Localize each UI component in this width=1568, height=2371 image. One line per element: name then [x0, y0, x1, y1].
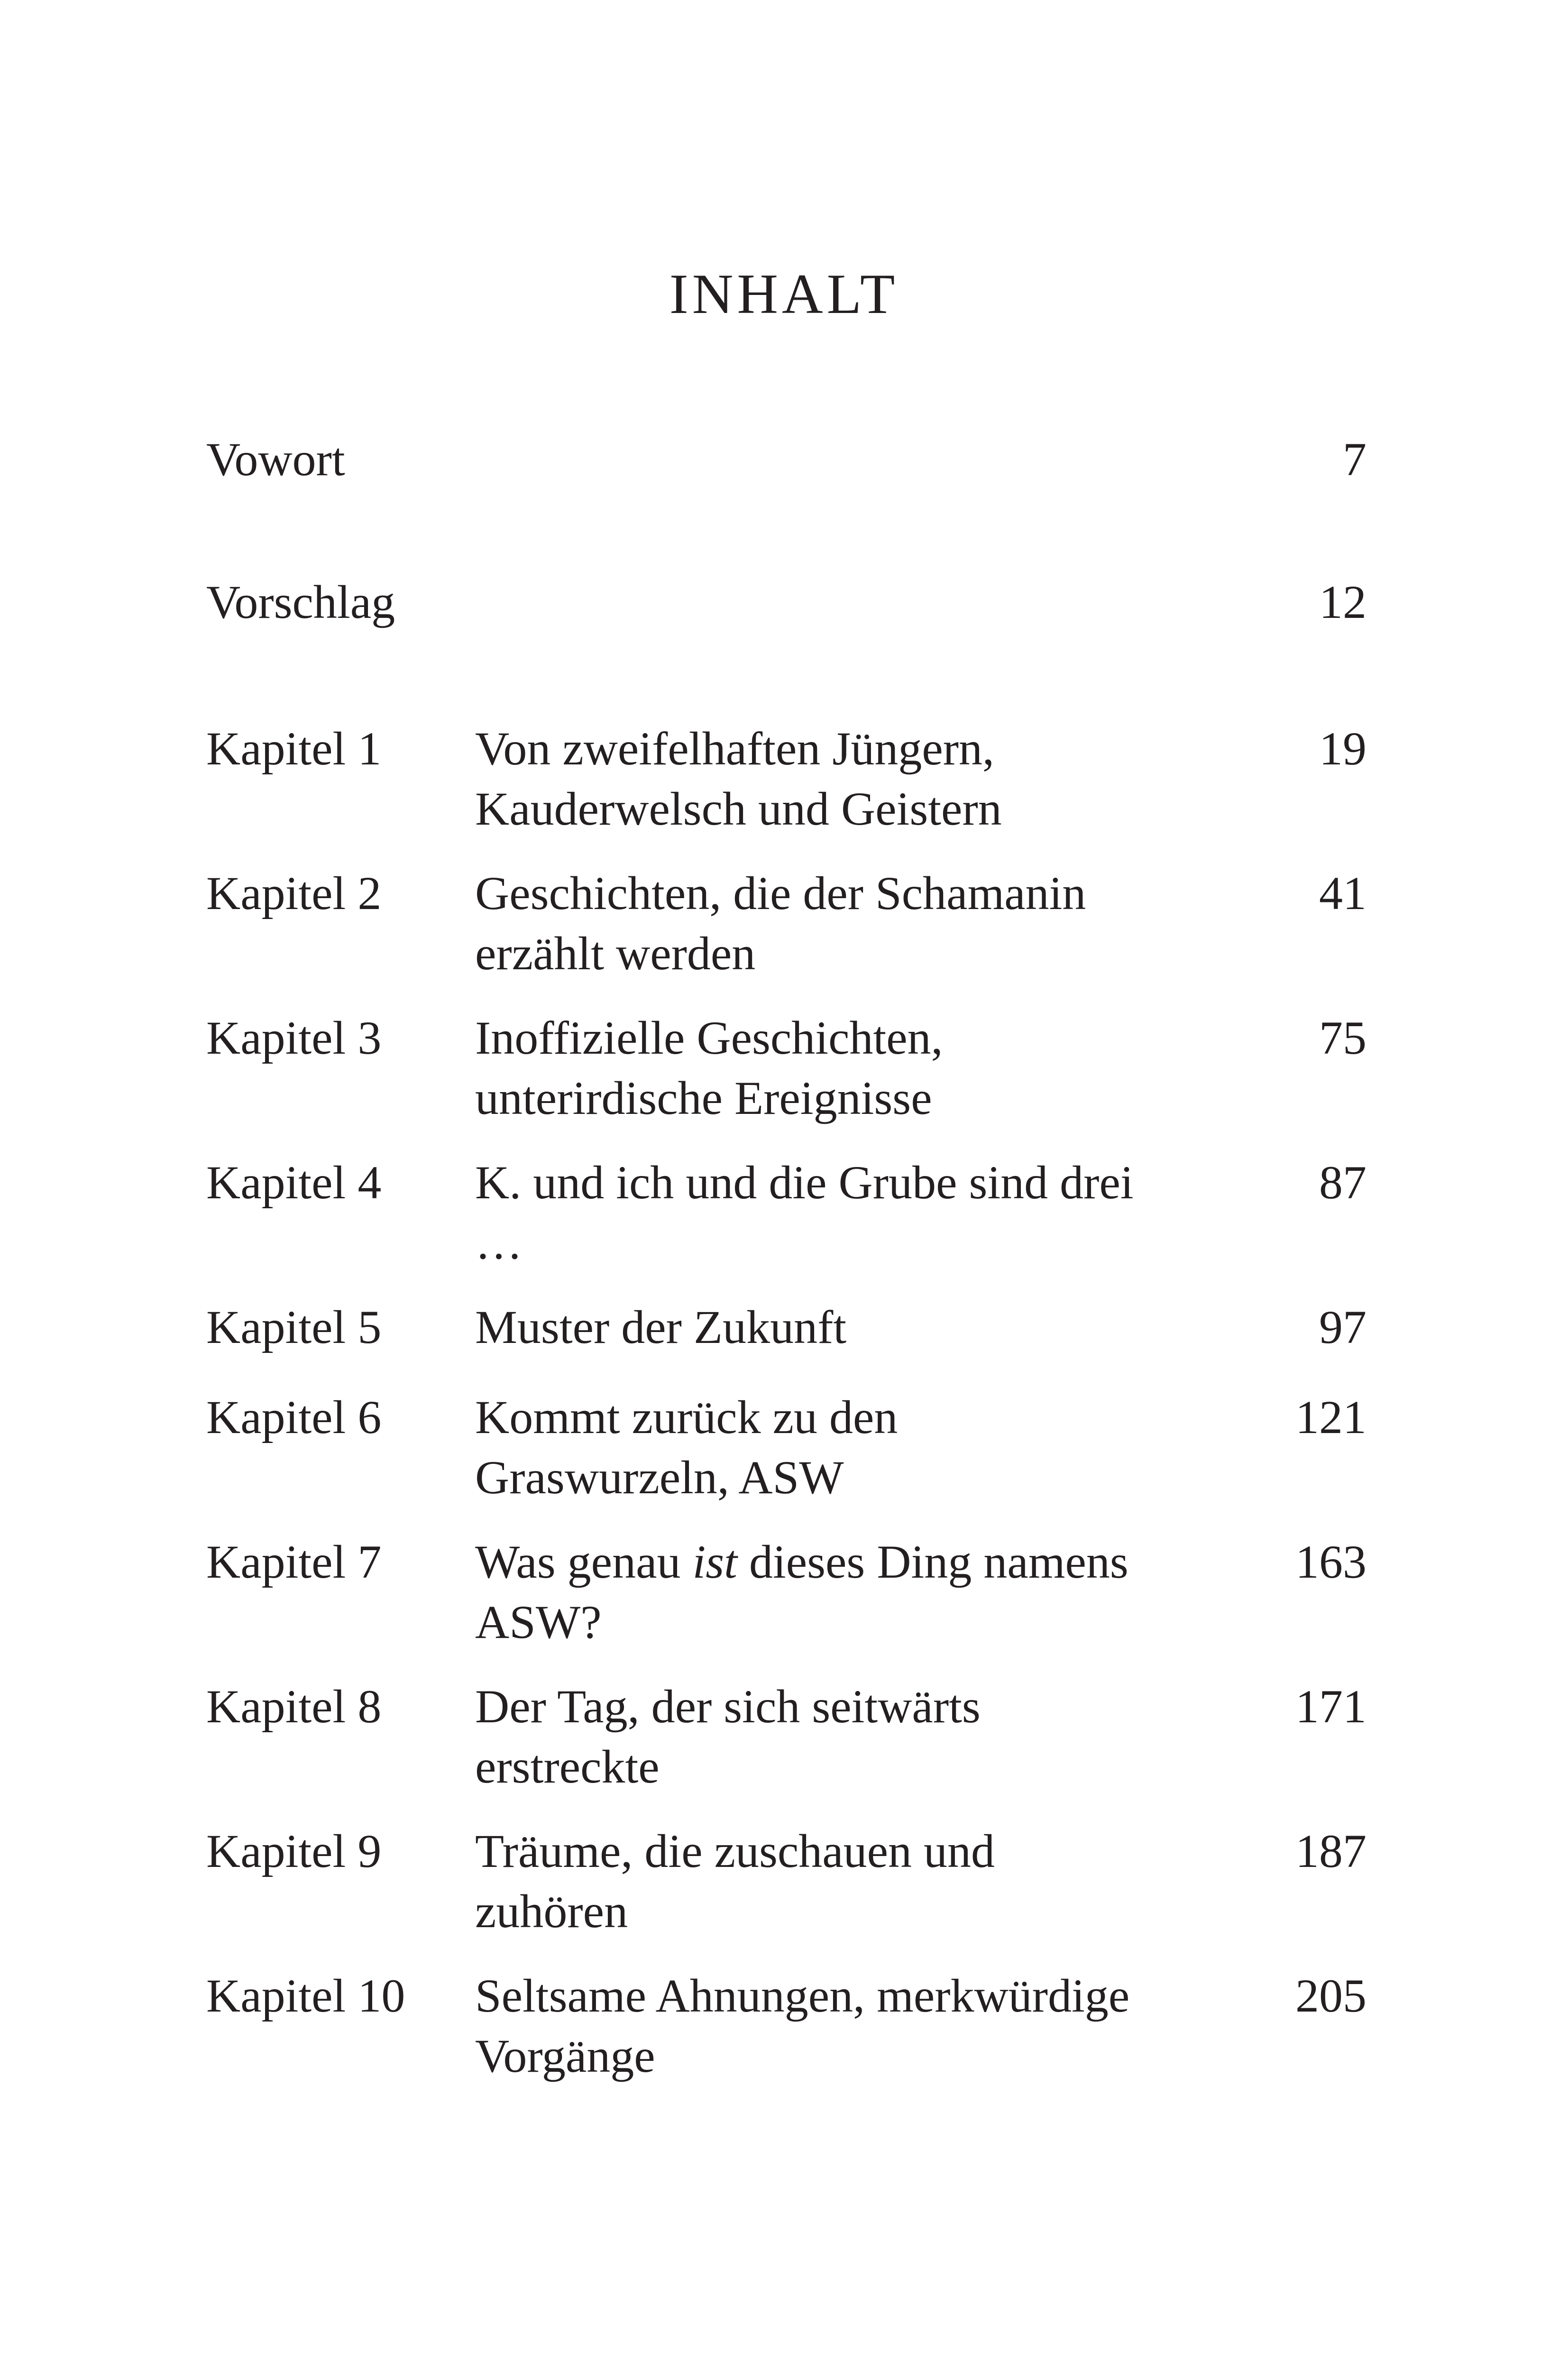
- chapter-label: Kapitel 1: [206, 722, 382, 775]
- chapter-title-line: Inoffizielle Geschichten,: [475, 1011, 943, 1064]
- chapter-title-line: Graswurzeln, ASW: [475, 1451, 844, 1504]
- chapter-title-line: Seltsame Ahnungen, merkwürdige: [475, 1969, 1130, 2022]
- chapter-title: [475, 1532, 1257, 1652]
- chapter-title-line: Kauderwelsch und Geistern: [475, 782, 1002, 835]
- chapter-page-number: 163: [1295, 1535, 1366, 1588]
- chapter-title-line: K. und ich und die Grube sind drei: [475, 1156, 1134, 1209]
- chapter-label: Kapitel 5: [206, 1301, 382, 1353]
- chapter-title-line: unterirdische Ereignisse: [475, 1072, 932, 1124]
- entry-page-number: 7: [1343, 433, 1366, 486]
- chapter-page-number: 187: [1295, 1825, 1366, 1877]
- chapter-page-number: 97: [1319, 1301, 1366, 1353]
- chapter-page-number: 87: [1319, 1156, 1366, 1209]
- chapter-title: [475, 1676, 1257, 1797]
- chapter-title-line: Von zweifelhaften Jüngern,: [475, 722, 995, 775]
- chapter-title-line: Kommt zurück zu den: [475, 1391, 898, 1443]
- toc-heading: INHALT: [669, 262, 899, 325]
- chapter-title: [475, 1966, 1257, 2086]
- entry-label: Vorschlag: [206, 576, 395, 628]
- chapter-page-number: 205: [1295, 1969, 1366, 2022]
- chapter-title-line: erstreckte: [475, 1740, 660, 1793]
- chapter-title: [475, 1152, 1257, 1273]
- chapter-title-line: Geschichten, die der Schamanin: [475, 867, 1086, 919]
- chapter-page-number: 75: [1319, 1011, 1366, 1064]
- chapter-title-line: Muster der Zukunft: [475, 1301, 847, 1353]
- chapter-label: Kapitel 6: [206, 1391, 382, 1443]
- entry-page-number: 12: [1319, 576, 1366, 628]
- chapter-title-line: …: [475, 1216, 523, 1269]
- entry-label: Vowort: [206, 433, 345, 486]
- chapter-title-line: Der Tag, der sich seitwärts: [475, 1680, 981, 1733]
- chapter-title-line-mixed: [475, 1532, 1257, 1592]
- title-text-regular: Was genau: [475, 1535, 693, 1588]
- chapter-page-number: 171: [1295, 1680, 1366, 1733]
- chapter-title-line: ASW?: [475, 1596, 602, 1648]
- chapter-title: [475, 1008, 1257, 1128]
- chapter-label: Kapitel 4: [206, 1156, 382, 1209]
- chapter-label: Kapitel 10: [206, 1969, 405, 2022]
- chapter-title: [475, 718, 1257, 839]
- title-text-italic: ist: [692, 1535, 737, 1588]
- title-text-regular: dieses Ding namens: [737, 1535, 1128, 1588]
- chapter-title: [475, 1297, 1257, 1357]
- chapter-page-number: 41: [1319, 867, 1366, 919]
- chapter-label: Kapitel 3: [206, 1011, 382, 1064]
- chapter-title-line: Träume, die zuschauen und: [475, 1825, 995, 1877]
- chapter-title: [475, 863, 1257, 983]
- chapter-title-line: zuhören: [475, 1885, 628, 1938]
- chapter-label: Kapitel 9: [206, 1825, 382, 1877]
- chapter-title-line: erzählt werden: [475, 927, 756, 980]
- chapter-title: [475, 1821, 1257, 1941]
- chapter-label: Kapitel 8: [206, 1680, 382, 1733]
- chapter-title-line: Vorgänge: [475, 2030, 655, 2082]
- chapter-page-number: 19: [1319, 722, 1366, 775]
- chapter-page-number: 121: [1295, 1391, 1366, 1443]
- chapter-label: Kapitel 7: [206, 1535, 382, 1588]
- chapter-title: [475, 1387, 1257, 1507]
- chapter-label: Kapitel 2: [206, 867, 382, 919]
